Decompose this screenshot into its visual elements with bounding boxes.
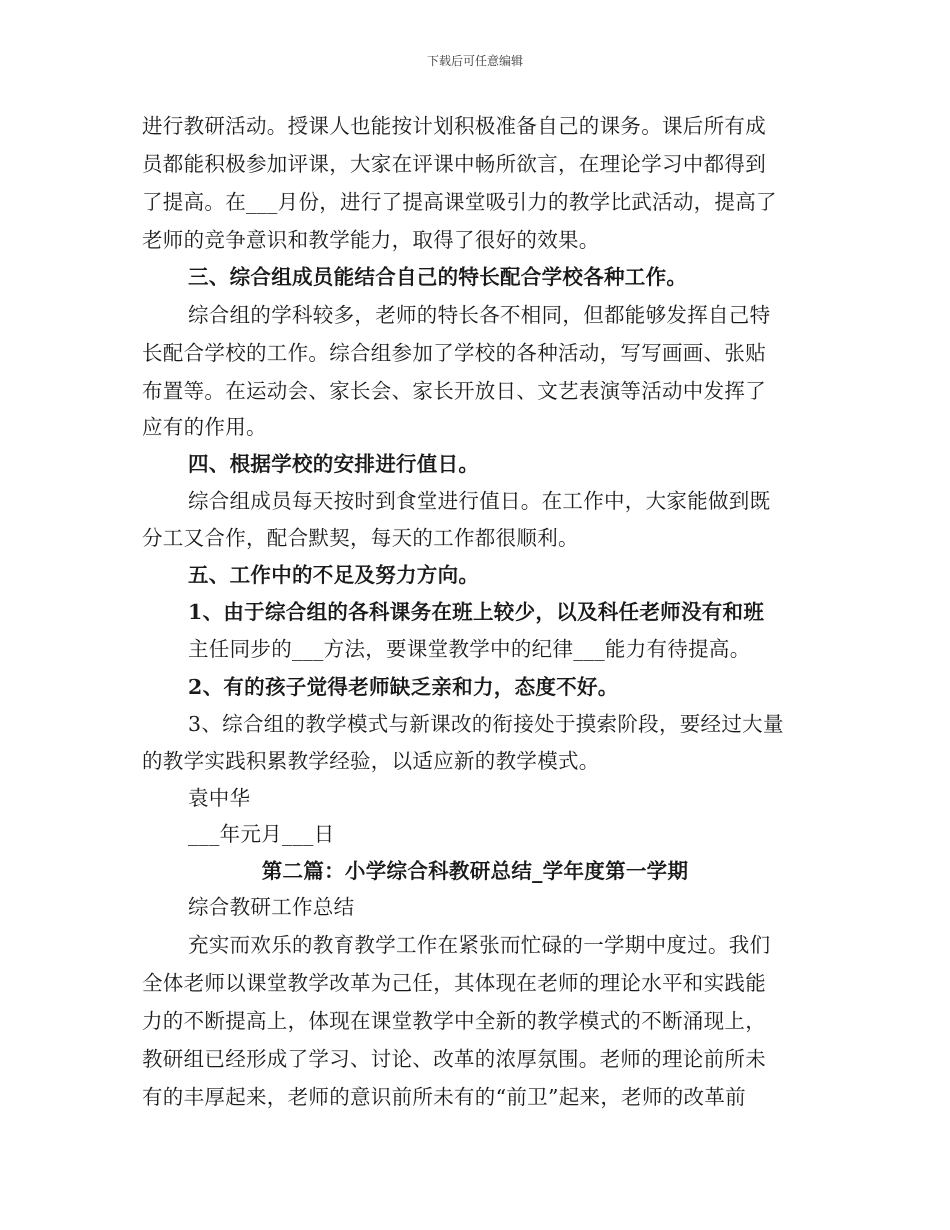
section-heading: 五、工作中的不足及努力方向。 [188,563,480,587]
page-header-note: 下载后可任意编辑 [426,54,523,68]
body-line: 充实而欢乐的教育教学工作在紧张而忙碌的一学期中度过。我们 [188,933,771,957]
body-line: 员都能积极参加评课，大家在评课中畅所欲言，在理论学习中都得到 [142,152,766,176]
chapter-title: 第二篇：小学综合科教研总结_学年度第一学期 [261,859,689,883]
list-item: 1、由于综合组的各科课务在班上较少，以及科任老师没有和班 [188,600,765,624]
section-heading: 三、综合组成员能结合自己的特长配合学校各种工作。 [188,265,688,289]
body-line: 全体老师以课堂教学改革为己任，其体现在老师的理论水平和实践能 [142,971,766,995]
body-line: 老师的竞争意识和教学能力，取得了很好的效果。 [142,228,600,252]
body-line: 综合组的学科较多，老师的特长各不相同，但都能够发挥自己特 [188,303,771,327]
body-line: 了提高。在___月份，进行了提高课堂吸引力的教学比武活动，提高了 [142,190,777,214]
body-line: 力的不断提高上，体现在课堂教学中全新的教学模式的不断涌现上， [142,1009,766,1033]
body-line: 长配合学校的工作。综合组参加了学校的各种活动，写写画画、张贴 [142,341,766,365]
body-line: 的教学实践积累教学经验，以适应新的教学模式。 [142,749,600,773]
date-line: ___年元月___日 [188,822,335,846]
list-item: 3、综合组的教学模式与新课改的衔接处于摸索阶段，要经过大量 [188,712,784,736]
body-line: 布置等。在运动会、家长会、家长开放日、文艺表演等活动中发挥了 [142,379,766,403]
body-line: 进行教研活动。授课人也能按计划积极准备自己的课务。课后所有成 [142,114,766,138]
body-line: 综合组成员每天按时到食堂进行值日。在工作中，大家能做到既 [188,489,771,513]
author-name: 袁中华 [188,786,251,810]
body-line: 应有的作用。 [142,415,267,439]
body-line: 分工又合作，配合默契，每天的工作都很顺利。 [142,526,579,550]
list-item: 2、有的孩子觉得老师缺乏亲和力，态度不好。 [188,675,619,699]
body-line: 有的丰厚起来，老师的意识前所未有的“前卫”起来，老师的改革前 [142,1085,746,1109]
subtitle: 综合教研工作总结 [188,895,355,919]
body-line: 主任同步的___方法，要课堂教学中的纪律___能力有待提高。 [188,637,751,661]
body-line: 教研组已经形成了学习、讨论、改革的浓厚氛围。老师的理论前所未 [142,1047,766,1071]
section-heading: 四、根据学校的安排进行值日。 [188,452,480,476]
